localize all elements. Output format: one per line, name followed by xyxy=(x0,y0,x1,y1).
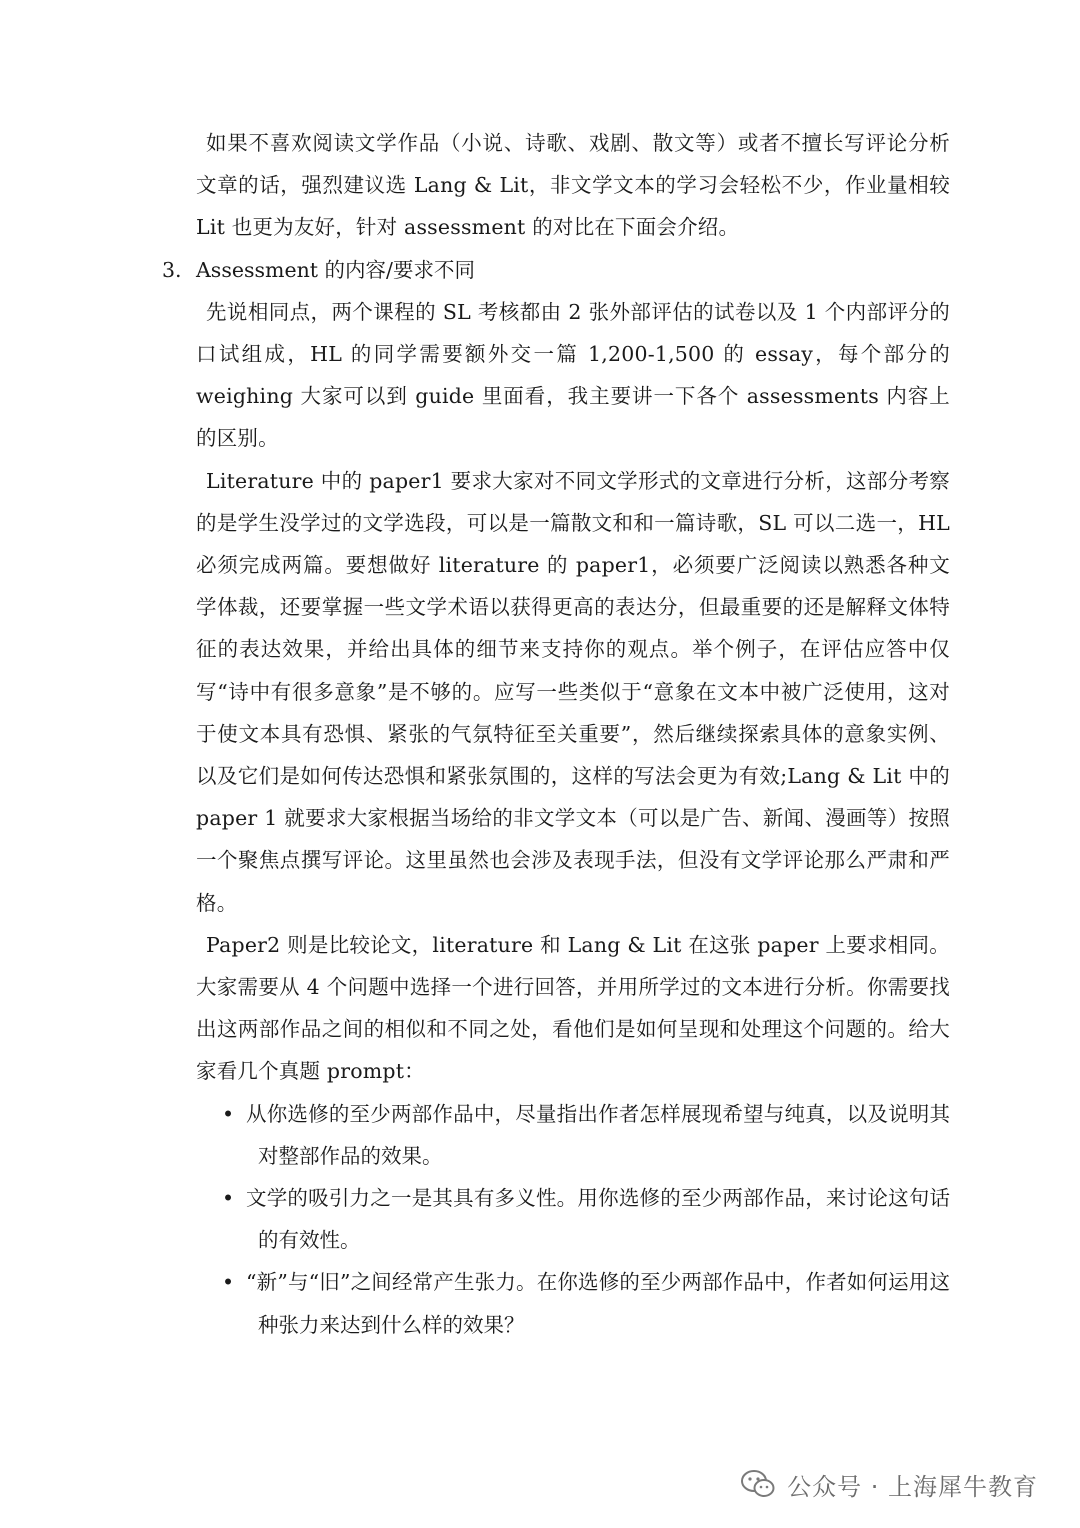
section-heading-assessment xyxy=(162,249,950,291)
paragraph-paper1: Literature 中的 paper1 要求大家对不同文学形式的文章进行分析，这部分考察的是学生没学过的文学选段，可以是一篇散文和和一篇诗歌，SL 可以二选一，HL 必须完成两篇。要想做好 literature 的 paper1，必须要广泛阅读以熟悉各种文学体裁，还要掌握一些文学术语以获得更高的表达分，但最重要的还是解释文体特征的表达效果，并给出具体的细节来支持你的观点。举个例子，在评估应答中仅写“诗中有很多意象”是不够的。应写一些类似于“意象在文本中被广泛使用，这对于使文本具有恐惧、紧张的气氛特征至关重要”，然后继续探索具体的意象实例、以及它们是如何传达恐惧和紧张氛围的，这样的写法会更为有效;Lang & Lit 中的 paper 1 就要求大家根据当场给的非文学文本（可以是广告、新闻、漫画等）按照一个聚焦点撰写评论。这里虽然也会涉及表现手法，但没有文学评论那么严肃和严格。 xyxy=(196,468,950,915)
bullet-icon: • xyxy=(222,1101,235,1126)
list-item xyxy=(184,1177,950,1261)
paragraph-paper2: Paper2 则是比较论文，literature 和 Lang & Lit 在这张 paper 上要求相同。大家需要从 4 个问题中选择一个进行回答，并用所学过的文本进行分析。你需要找出这两部作品之间的相似和不同之处，看他们是如何呈现和处理这个问题的。给大家看几个真题 prompt： xyxy=(196,932,950,1084)
wechat-icon xyxy=(741,1469,775,1499)
watermark xyxy=(741,1464,1038,1504)
section-title: Assessment 的内容/要求不同 xyxy=(196,257,475,282)
bullet-icon: • xyxy=(222,1270,235,1295)
bullet-icon: • xyxy=(222,1186,235,1211)
document-body xyxy=(162,122,950,1346)
prompt-text: “新”与“旧”之间经常产生张力。在你选修的至少两部作品中，作者如何运用这种张力来达到什么样的效果？ xyxy=(246,1270,950,1337)
prompt-list xyxy=(196,1093,950,1346)
prompt-text: 从你选修的至少两部作品中，尽量指出作者怎样展现希望与纯真，以及说明其对整部作品的效果。 xyxy=(246,1101,950,1168)
paragraph-lang-lit-advice: 如果不喜欢阅读文学作品（小说、诗歌、戏剧、散文等）或者不擅长写评论分析文章的话，强烈建议选 Lang & Lit，非文学文本的学习会轻松不少，作业量相较 Lit 也更为友好，针对 assessment 的对比在下面会介绍。 xyxy=(196,131,950,240)
prompt-text: 文学的吸引力之一是其具有多义性。用你选修的至少两部作品，来讨论这句话的有效性。 xyxy=(246,1186,950,1253)
watermark-text: 公众号 · 上海犀牛教育 xyxy=(787,1472,1038,1501)
paragraph-similarities: 先说相同点，两个课程的 SL 考核都由 2 张外部评估的试卷以及 1 个内部评分的口试组成，HL 的同学需要额外交一篇 1,200-1,500 的 essay，每个部分的 weighing 大家可以到 guide 里面看，我主要讲一下各个 assessments 内容上的区别。 xyxy=(196,299,950,451)
list-item xyxy=(184,1261,950,1345)
list-item xyxy=(184,1093,950,1177)
section-number: 3. xyxy=(162,257,182,282)
